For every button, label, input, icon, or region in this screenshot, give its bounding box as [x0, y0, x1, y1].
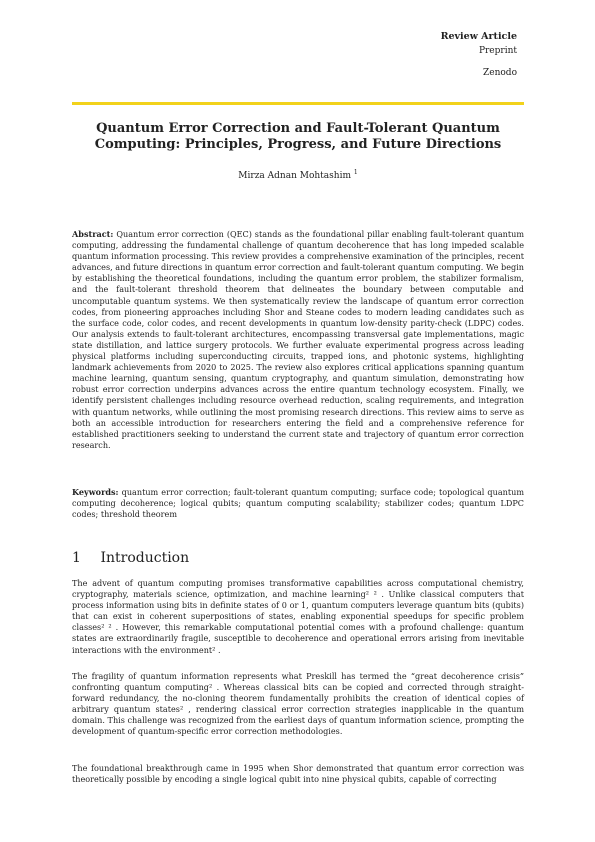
abstract-text: Quantum error correction (QEC) stands as the foundational pillar enabling fault-tolerant quantum computing, addressing the fundamental challenge of quantum decoherence that has long impeded scalable quantum information processing. This review provides a comprehensive examination of the principles, recent advances, and future directions in quantum error correction and fault-tolerant quantum computing. We begin by establishing the theoretical foundations, including the quantum error problem, the stabilizer formalism, and the fault-tolerant threshold theorem that delineates the boundary between computable and uncomputable quantum systems. We then systematically review the landscape of quantum error correction codes, from pioneering approaches including Shor and Steane codes to modern leading candidates such as the surface code, color codes, and recent developments in quantum low-density parity-check (LDPC) codes. Our analysis extends to fault-tolerant architectures, encompassing transversal gate implementations, magic state distillation, and lattice surgery protocols. We further evaluate experimental progress across leading physical platforms including superconducting circuits, trapped ions, and photonic systems, highlighting landmark achievements from 2020 to 2025. The review also explores critical applications spanning quantum machine learning, quantum sensing, quantum cryptography, and quantum simulation, demonstrating how robust error correction underpins advances across the entire quantum technology ecosystem. Finally, we identify persistent challenges including resource overhead reduction, scaling requirements, and integration with quantum networks, while outlining the most promising research directions. This review aims to serve as both an accessible introduction for researchers entering the field and a comprehensive reference for established practitioners seeking to understand the current state and trajectory of quantum error correction research.: [72, 229, 525, 450]
affiliation-mark: 1: [353, 169, 358, 176]
author-line: [72, 169, 524, 181]
preprint-label: Preprint: [478, 46, 517, 56]
title-line-1: Quantum Error Correction and Fault-Tolerant Quantum: [96, 121, 500, 136]
section-title: Introduction: [100, 550, 190, 566]
body-paragraph: The advent of quantum computing promises transformative capabilities across computational chemistry, cryptography, materials science, optimization, and machine learning² ² . Unlike classical computers that process information using bits in definite states of 0 or 1, quantum computers leverage quantum bits (qubits) that can exist in coherent superpositions of states, enabling exponential speedups for specific problem classes² ² . However, this remarkable computational potential comes with a profound challenge: quantum states are extraordinarily fragile, susceptible to decoherence and operational errors arising from inevitable interactions with the environment² .: [72, 578, 524, 655]
abstract-label: Abstract:: [72, 229, 114, 239]
title-line-2: Computing: Principles, Progress, and Future Directions: [94, 137, 502, 152]
keywords-text: quantum error correction; fault-tolerant quantum computing; surface code; topological quantum computing decoherence; logical qubits; quantum computing scalability; stabilizer codes; quantum LDPC codes; threshold theorem: [72, 487, 525, 520]
article-type-label: Review Article: [440, 31, 517, 42]
abstract: [72, 229, 524, 451]
body-paragraph: The foundational breakthrough came in 1995 when Shor demonstrated that quantum error correction was theoretically possible by encoding a single logical qubit into nine physical qubits, capable of correcting: [72, 763, 524, 785]
keywords: [72, 487, 524, 520]
body-paragraph: The fragility of quantum information represents what Preskill has termed the “great decoherence crisis” confronting quantum computing² . Whereas classical bits can be copied and corrected through straight-forward redundancy, the no-cloning theorem fundamentally prohibits the creation of identical copies of arbitrary quantum states² , rendering classical error correction strategies inapplicable in the quantum domain. This challenge was recognized from the earliest days of quantum information science, prompting the development of quantum-specific error correction methodologies.: [72, 671, 524, 737]
author-name: Mirza Adnan Mohtashim: [238, 171, 351, 181]
header-accent-rule: [72, 102, 524, 105]
section-heading: [72, 550, 189, 566]
section-number: 1: [72, 550, 81, 566]
paper-title: [72, 121, 524, 153]
keywords-label: Keywords:: [72, 487, 119, 497]
repository-label: Zenodo: [483, 68, 517, 78]
